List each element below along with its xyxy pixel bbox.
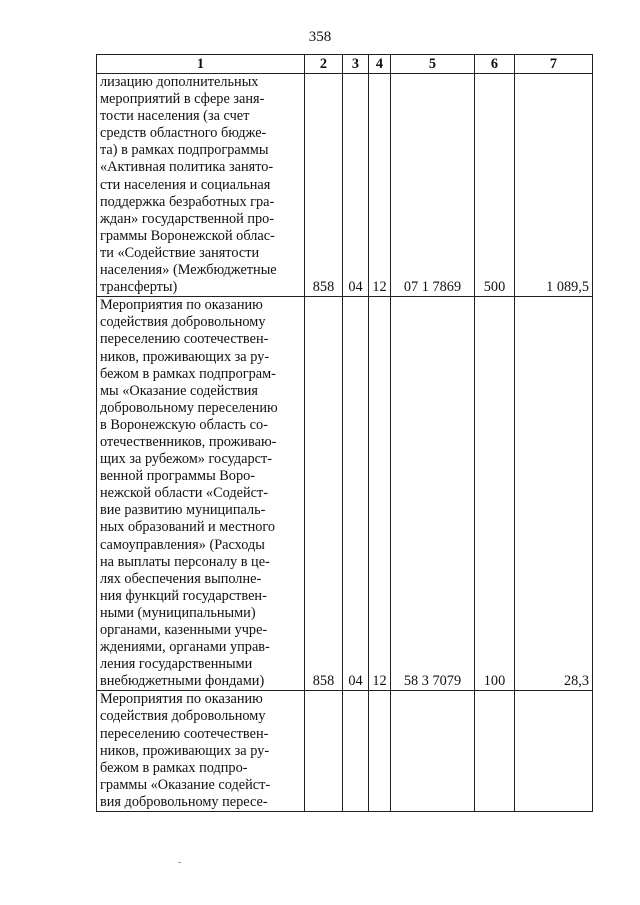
cell-section: 04	[343, 297, 369, 691]
row-description: лизацию дополнительных мероприятий в сфере заня- тости населения (за счет средств областного бюдже- та) в рамках подпрограммы «Активная политика занято- сти населения и социальная поддержка безработных гра- ждан» государственной про- граммы Воронежской облас- ти «Содействие занятости населения» (Межбюджетные трансферты)	[97, 74, 305, 297]
cell-expense-type: 500	[475, 74, 515, 297]
scan-speck	[178, 862, 181, 863]
column-header-3: 3	[343, 55, 369, 74]
cell-expense-type	[475, 691, 515, 812]
cell-amount: 1 089,5	[515, 74, 593, 297]
cell-section	[343, 691, 369, 812]
column-header-7: 7	[515, 55, 593, 74]
row-description: Мероприятия по оказанию содействия добровольному переселению соотечествен- ников, проживающих за ру- бежом в рамках подпро- граммы «Оказание содейст- вия добровольному пересе-	[97, 691, 305, 812]
cell-admin-code: 858	[305, 74, 343, 297]
page-number: 358	[308, 29, 332, 45]
cell-target-article: 07 1 7869	[391, 74, 475, 297]
column-header-5: 5	[391, 55, 475, 74]
cell-amount: 28,3	[515, 297, 593, 691]
cell-subsection: 12	[369, 297, 391, 691]
cell-subsection	[369, 691, 391, 812]
column-header-6: 6	[475, 55, 515, 74]
cell-target-article	[391, 691, 475, 812]
table-header-row	[97, 55, 593, 74]
cell-section: 04	[343, 74, 369, 297]
cell-expense-type: 100	[475, 297, 515, 691]
cell-amount	[515, 691, 593, 812]
cell-admin-code	[305, 691, 343, 812]
budget-table	[96, 54, 593, 812]
cell-subsection: 12	[369, 74, 391, 297]
column-header-2: 2	[305, 55, 343, 74]
cell-admin-code: 858	[305, 297, 343, 691]
column-header-1: 1	[97, 55, 305, 74]
row-description: Мероприятия по оказанию содействия добровольному переселению соотечествен- ников, проживающих за ру- бежом в рамках подпрограм- мы «Оказание содействия добровольному переселению в Воронежскую область со- отечественников, проживаю- щих за рубежом» государст- венной программы Воро- нежской области «Содейст- вие развитию муниципаль- ных образований и местного самоуправления» (Расходы на выплаты персоналу в це- лях обеспечения выполне- ния функций государствен- ными (муниципальными) органами, казенными учре- ждениями, органами управ- ления государственными внебюджетными фондами)	[97, 297, 305, 691]
table-row	[97, 691, 593, 812]
column-header-4: 4	[369, 55, 391, 74]
table-row	[97, 297, 593, 691]
table-row	[97, 74, 593, 297]
cell-target-article: 58 3 7079	[391, 297, 475, 691]
